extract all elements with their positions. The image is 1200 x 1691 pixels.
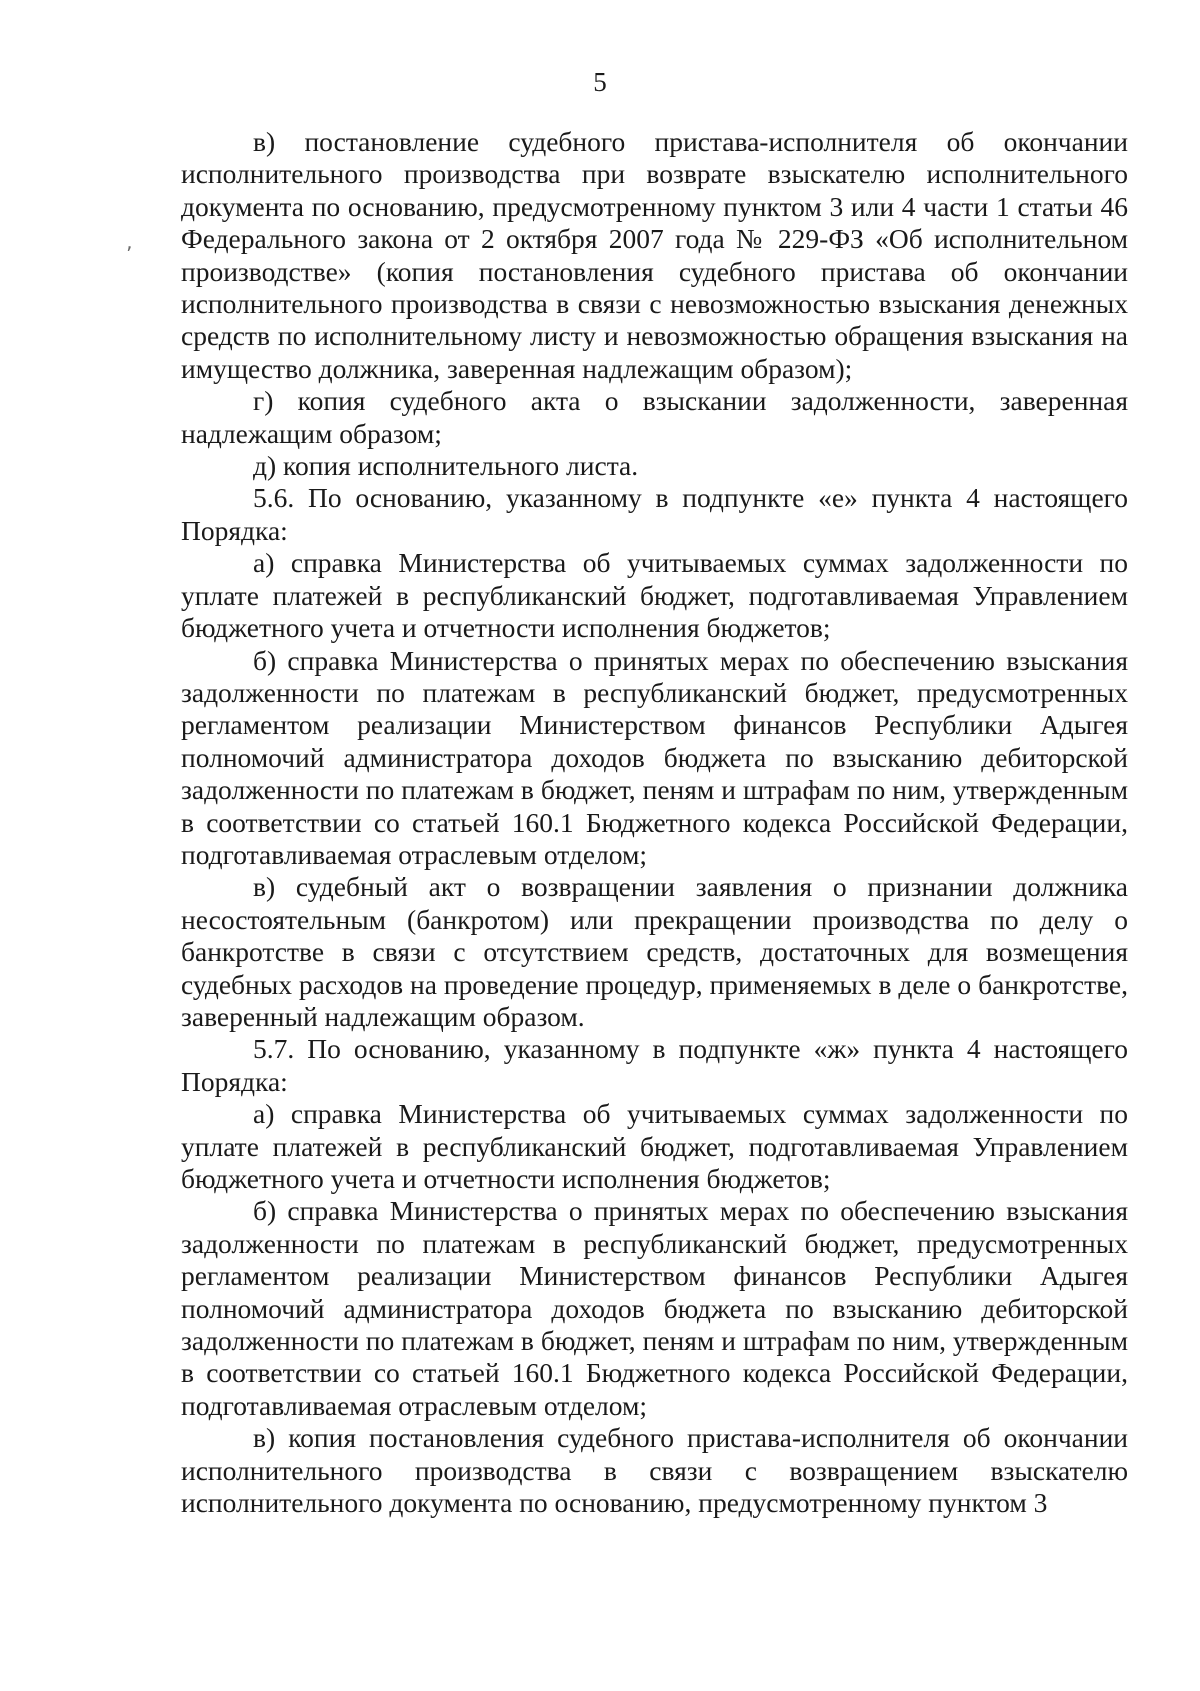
- paragraph-5-7-item-v: в) копия постановления судебного пристава-исполнителя об окончании исполнительного производства в связи с возвращением взыскателю исполнительного документа по основанию, предусмотренному пунктом 3: [181, 1422, 1128, 1519]
- paragraph-5-7-item-b: б) справка Министерства о принятых мерах по обеспечению взыскания задолженности по платежам в республиканский бюджет, предусмотренных регламентом реализации Министерством финансов Республики Адыгея полномочий администратора доходов бюджета по взысканию дебиторской задолженности по платежам в бюджет, пеням и штрафам по ним, утвержденным в соответствии со статьей 160.1 Бюджетного кодекса Российской Федерации, подготавливаемая отраслевым отделом;: [181, 1195, 1128, 1421]
- paragraph-5-6-item-a: а) справка Министерства об учитываемых суммах задолженности по уплате платежей в республиканский бюджет, подготавливаемая Управлением бюджетного учета и отчетности исполнения бюджетов;: [181, 547, 1128, 644]
- paragraph-5-7-item-a: а) справка Министерства об учитываемых суммах задолженности по уплате платежей в республиканский бюджет, подготавливаемая Управлением бюджетного учета и отчетности исполнения бюджетов;: [181, 1098, 1128, 1194]
- paragraph-item-d-writ-copy: д) копия исполнительного листа.: [253, 450, 639, 482]
- paragraph-section-5-7: 5.7. По основанию, указанному в подпункте «ж» пункта 4 настоящего Порядка:: [181, 1033, 1128, 1097]
- paragraph-5-6-item-v: в) судебный акт о возвращении заявления о признании должника несостоятельным (банкротом) или прекращении производства по делу о банкротстве в связи с отсутствием средств, достаточных для возмещения судебных расходов на проведение процедур, применяемых в деле о банкротстве, заверенный надлежащим образом.: [181, 871, 1128, 1032]
- scan-artifact-mark: ʼ: [126, 242, 133, 266]
- paragraph-section-5-6: 5.6. По основанию, указанному в подпункте «е» пункта 4 настоящего Порядка:: [181, 482, 1128, 546]
- page-number: 5: [593, 67, 607, 97]
- paragraph-item-v-enforcement-ruling: в) постановление судебного пристава-исполнителя об окончании исполнительного производства при возврате взыскателю исполнительного документа по основанию, предусмотренному пунктом 3 или 4 части 1 статьи 46 Федерального закона от 2 октября 2007 года № 229-ФЗ «Об исполнительном производстве» (копия постановления судебного пристава об окончании исполнительного производства в связи с невозможностью взыскания денежных средств по исполнительному листу и невозможностью обращения взыскания на имущество должника, заверенная надлежащим образом);: [181, 126, 1128, 384]
- paragraph-5-6-item-b: б) справка Министерства о принятых мерах по обеспечению взыскания задолженности по платежам в республиканский бюджет, предусмотренных регламентом реализации Министерством финансов Республики Адыгея полномочий администратора доходов бюджета по взысканию дебиторской задолженности по платежам в бюджет, пеням и штрафам по ним, утвержденным в соответствии со статьей 160.1 Бюджетного кодекса Российской Федерации, подготавливаемая отраслевым отделом;: [181, 644, 1128, 870]
- document-body: [181, 126, 1128, 1519]
- paragraph-item-g-court-act-copy: г) копия судебного акта о взыскании задолженности, заверенная надлежащим образом;: [181, 385, 1128, 449]
